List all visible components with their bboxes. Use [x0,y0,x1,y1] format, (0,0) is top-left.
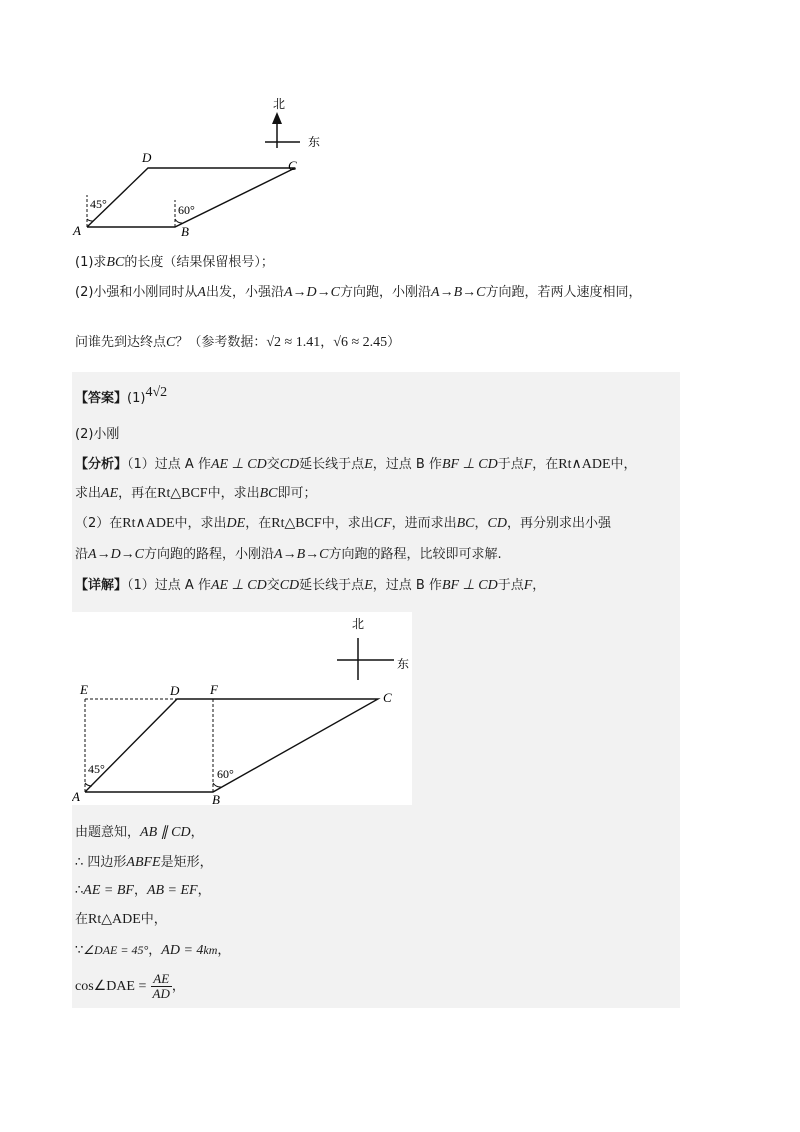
parallelogram-abcd [87,168,295,227]
angle-arc-a [85,783,92,786]
analysis-line-1: 【分析】（1）过点 A 作AE ⊥ CD交CD延长线于点E，过点 B 作BF ⊥ CD于点F，在Rt∧ADE中， [75,457,637,472]
point-label-e: E [80,682,88,697]
proof-step-4: 在Rt△ADE中， [75,912,167,927]
detail-line-1: 【详解】（1）过点 A 作AE ⊥ CD交CD延长线于点E，过点 B 作BF ⊥ CD于点F， [75,578,546,593]
proof-step-1: 由题意知，AB ∥ CD， [75,825,204,840]
point-label-c: C [383,690,392,705]
point-label-b: B [181,224,189,239]
analysis-line-2: 求出AE，再在Rt△BCF中，求出BC即可； [75,486,317,501]
point-label-a: A [72,789,80,804]
point-label-b: B [212,792,220,805]
figure-1 [60,90,370,250]
analysis-line-4: 沿A→D→C方向跑的路程，小刚沿A→B→C方向跑的路程，比较即可求解. [75,547,502,562]
proof-step-5: ∵∠DAE = 45°，AD = 4km， [75,943,231,958]
compass-east-label: 东 [308,135,321,149]
proof-step-6: cos∠DAE = $\frac{AE}{AD}$ ， [75,971,185,1001]
answer-line-2: (2)小刚 [75,427,120,442]
angle-label-b: 60° [178,203,195,217]
north-arrow-icon [272,112,282,124]
compass-north-label: 北 [273,97,286,111]
angle-label-a: 45° [90,197,107,211]
question-2-line-1: (2)小强和小刚同时从A出发，小强沿A→D→C方向跑，小刚沿A→B→C方向跑，若两人速度相同， [75,285,642,300]
question-1: (1)求BC的长度（结果保留根号）； [75,255,274,270]
point-label-c: C [288,158,297,173]
question-2-line-2: 问谁先到达终点C？（参考数据：√2 ≈ 1.41，√6 ≈ 2.45） [75,335,401,350]
proof-step-3: ∴AE = BF，AB = EF， [75,883,211,898]
analysis-line-3: （2）在Rt∧ADE中，求出DE，在Rt△BCF中，求出CF，进而求出BC，CD，再分别求出小强 [75,516,611,531]
point-label-f: F [210,682,218,697]
answer-line-1: 【答案】(1)4√2 [75,385,168,406]
angle-arc-a [87,219,93,221]
compass-north-label: 北 [352,617,365,631]
fraction-ae-ad: $\frac{AE}{AD}$ [152,971,170,1001]
angle-label-a: 45° [88,762,105,776]
angle-arc-b [175,219,182,223]
point-label-a: A [73,223,81,238]
figure-2 [72,612,412,805]
angle-arc-b [213,783,221,787]
point-label-d: D [142,150,152,165]
proof-step-2: ∴ 四边形ABFE是矩形， [75,855,213,870]
compass-east-label: 东 [397,657,410,671]
angle-label-b: 60° [217,767,234,781]
point-label-d: D [170,683,180,698]
